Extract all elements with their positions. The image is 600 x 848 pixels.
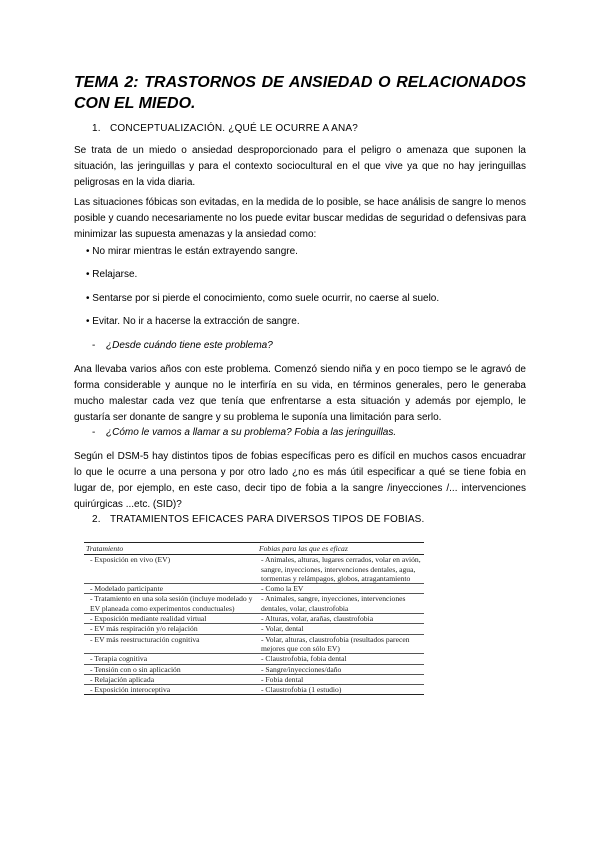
table-row <box>84 685 424 695</box>
table-cell: - Exposición en vivo (EV) <box>90 555 171 565</box>
table-cell: - Claustrofobia (1 estudio) <box>261 685 342 695</box>
page-title <box>74 72 526 114</box>
table-cell: - Fobia dental <box>261 674 304 684</box>
table-cell: - Volar, dental <box>261 624 304 634</box>
table-cell: - Animales, alturas, lugares cerrados, volar en avión, sangre, inyecciones, intervenciones dentales, agua, tormentas y relámpagos, globos, atragantamiento <box>261 555 421 583</box>
table-cell: - Tratamiento en una sola sesión (incluye modelado y EV planeada como experimentos conductuales) <box>90 594 253 613</box>
title-line-1: TEMA 2: TRASTORNOS DE ANSIEDAD O RELACIONADOS <box>74 74 526 91</box>
question-dash: - <box>92 427 96 438</box>
bullet-item: • No mirar mientras le están extrayendo sangre. <box>86 246 298 257</box>
table-cell: - Como la EV <box>261 584 304 594</box>
section-heading-text: CONCEPTUALIZACIÓN. ¿QUÉ LE OCURRE A ANA? <box>110 123 359 134</box>
paragraph-3: Ana llevaba varios años con este problema. Comenzó siendo niña y en poco tiempo se le agravó de forma considerable y aunque no le interfiría en su vida, en términos generales, pero le generaba mucho malestar cada vez que tenía que enfrentarse a esta situación y además por ejemplo, le gustaría ser donante de sangre y su problema le suponía una limitación para serlo. <box>74 364 526 423</box>
table-cell: - Volar, alturas, claustrofobia (resultados parecen mejores que con sólo EV) <box>261 634 410 653</box>
table-header-row <box>84 543 424 555</box>
table-cell: - Relajación aplicada <box>90 674 155 684</box>
table-cell: - Modelado participante <box>90 584 163 594</box>
table-cell: - Sangre/inyecciones/daño <box>261 664 342 674</box>
table-header-treatment: Tratamiento <box>84 543 257 555</box>
question-text: ¿Desde cuándo tiene este problema? <box>106 340 273 351</box>
section-heading-2 <box>92 514 425 525</box>
bullet-item: • Evitar. No ir a hacerse la extracción de sangre. <box>86 316 300 327</box>
title-line-2: CON EL MIEDO. <box>74 95 196 112</box>
table-row <box>84 674 424 684</box>
section-number: 2. <box>92 514 101 525</box>
paragraph-4: Según el DSM-5 hay distintos tipos de fobias específicas pero es difícil en muchos casos encuadrar lo que le ocurre a una persona y por otro lado ¿no es más útil especificar a qué se tiene fobia en lugar de, por ejemplo, en este caso, decir tipo de fobia a la sangre /inyecciones /... intervenciones quirúrgicas ...etc. (SID)? <box>74 451 526 510</box>
paragraph-1: Se trata de un miedo o ansiedad desproporcionado para el peligro o amenaza que suponen la situación, las jeringuillas y para el contexto sociocultural en el que vive ya que no hay jeringuillas peligrosas en la vida diaria. <box>74 145 526 188</box>
bullet-item: • Sentarse por si pierde el conocimiento, como suele ocurrir, no caerse al suelo. <box>86 293 440 304</box>
table-cell: - EV más respiración y/o relajación <box>90 624 198 634</box>
table-row <box>84 584 424 594</box>
table-row <box>84 624 424 634</box>
table-cell: - Tensión con o sin aplicación <box>90 664 181 674</box>
table-row <box>84 594 424 614</box>
table-cell: - Animales, sangre, inyecciones, intervenciones dentales, volar, claustrofobia <box>261 594 406 613</box>
treatments-table <box>84 542 424 695</box>
table-cell: - Terapia cognitiva <box>90 654 148 664</box>
table-row <box>84 555 424 584</box>
question-dash: - <box>92 340 96 351</box>
question-2 <box>92 427 396 438</box>
table-row <box>84 664 424 674</box>
table-row <box>84 634 424 654</box>
table-header-phobias: Fobias para las que es eficaz <box>257 543 424 555</box>
section-heading-text: TRATAMIENTOS EFICACES PARA DIVERSOS TIPOS DE FOBIAS. <box>110 514 425 525</box>
section-number: 1. <box>92 123 101 134</box>
question-text: ¿Cómo le vamos a llamar a su problema? Fobia a las jeringuillas. <box>106 427 397 438</box>
bullet-item: • Relajarse. <box>86 269 138 280</box>
section-heading-1 <box>92 123 358 134</box>
table-cell: - EV más reestructuración cognitiva <box>90 634 200 644</box>
paragraph-2: Las situaciones fóbicas son evitadas, en la medida de lo posible, se hace análisis de sangre lo menos posible y cuando necesariamente no los puede evitar buscar medidas de seguridad o defensivas para minimizar las supuesta amenazas y la ansiedad como: <box>74 197 526 240</box>
table-cell: - Exposición interoceptiva <box>90 685 171 695</box>
table-cell: - Claustrofobia, fobia dental <box>261 654 347 664</box>
table-row <box>84 614 424 624</box>
table-row <box>84 654 424 664</box>
table-cell: - Exposición mediante realidad virtual <box>90 614 207 624</box>
question-1 <box>92 340 273 351</box>
table-cell: - Alturas, volar, arañas, claustrofobia <box>261 614 374 624</box>
